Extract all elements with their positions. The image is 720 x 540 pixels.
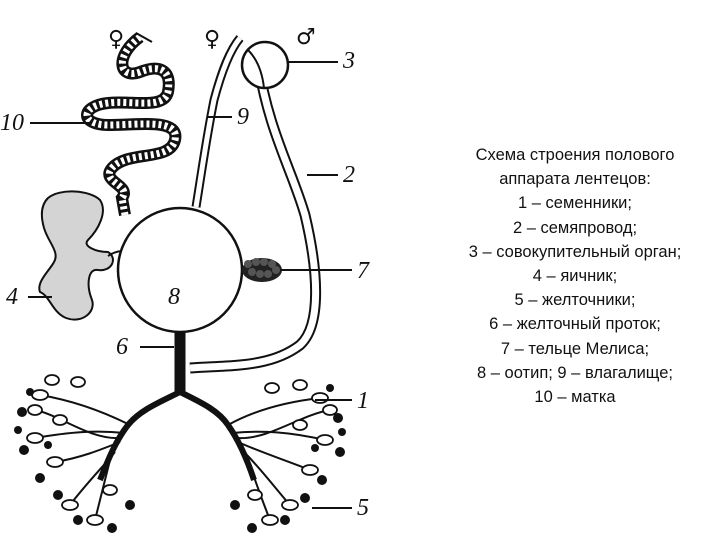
label-9: 9 [237, 104, 249, 130]
caption-line: 1 – семенники; [518, 194, 632, 213]
mehlis-gland [242, 258, 282, 282]
label-6: 6 [116, 334, 128, 360]
ovary [39, 191, 126, 319]
female-symbol-2: ♀ [204, 27, 221, 52]
caption-line: 4 – яичник; [532, 267, 618, 286]
label-8: 8 [168, 284, 180, 310]
testes [27, 375, 337, 525]
label-7: 7 [357, 258, 369, 284]
label-10: 10 [0, 110, 24, 136]
vitellaria [14, 384, 346, 533]
copulatory-organ [242, 42, 288, 88]
ootype [118, 208, 242, 332]
label-4: 4 [6, 284, 18, 310]
label-5: 5 [357, 495, 369, 521]
caption-line: 6 – желточный проток; [489, 315, 661, 334]
caption-line: 7 – тельце Мелиса; [500, 339, 650, 358]
label-3: 3 [343, 48, 355, 74]
caption-line: Схема строения полового [475, 146, 675, 164]
label-2: 2 [343, 162, 355, 188]
female-symbol-1: ♀ [108, 27, 125, 52]
caption-line: 8 – оотип; 9 – влагалище; [477, 363, 673, 382]
label-1: 1 [357, 388, 369, 414]
uterus [87, 33, 175, 215]
caption-line: 5 – желточники; [514, 291, 636, 310]
diagram-caption [432, 143, 718, 409]
male-symbol: ♂ [296, 25, 316, 50]
caption-line: 3 – совокупительный орган; [468, 242, 682, 261]
vagina [196, 38, 240, 207]
caption-line: 2 – семяпровод; [512, 218, 638, 237]
caption-line: аппарата лентецов: [499, 170, 651, 189]
caption-line: 10 – матка [534, 388, 616, 407]
